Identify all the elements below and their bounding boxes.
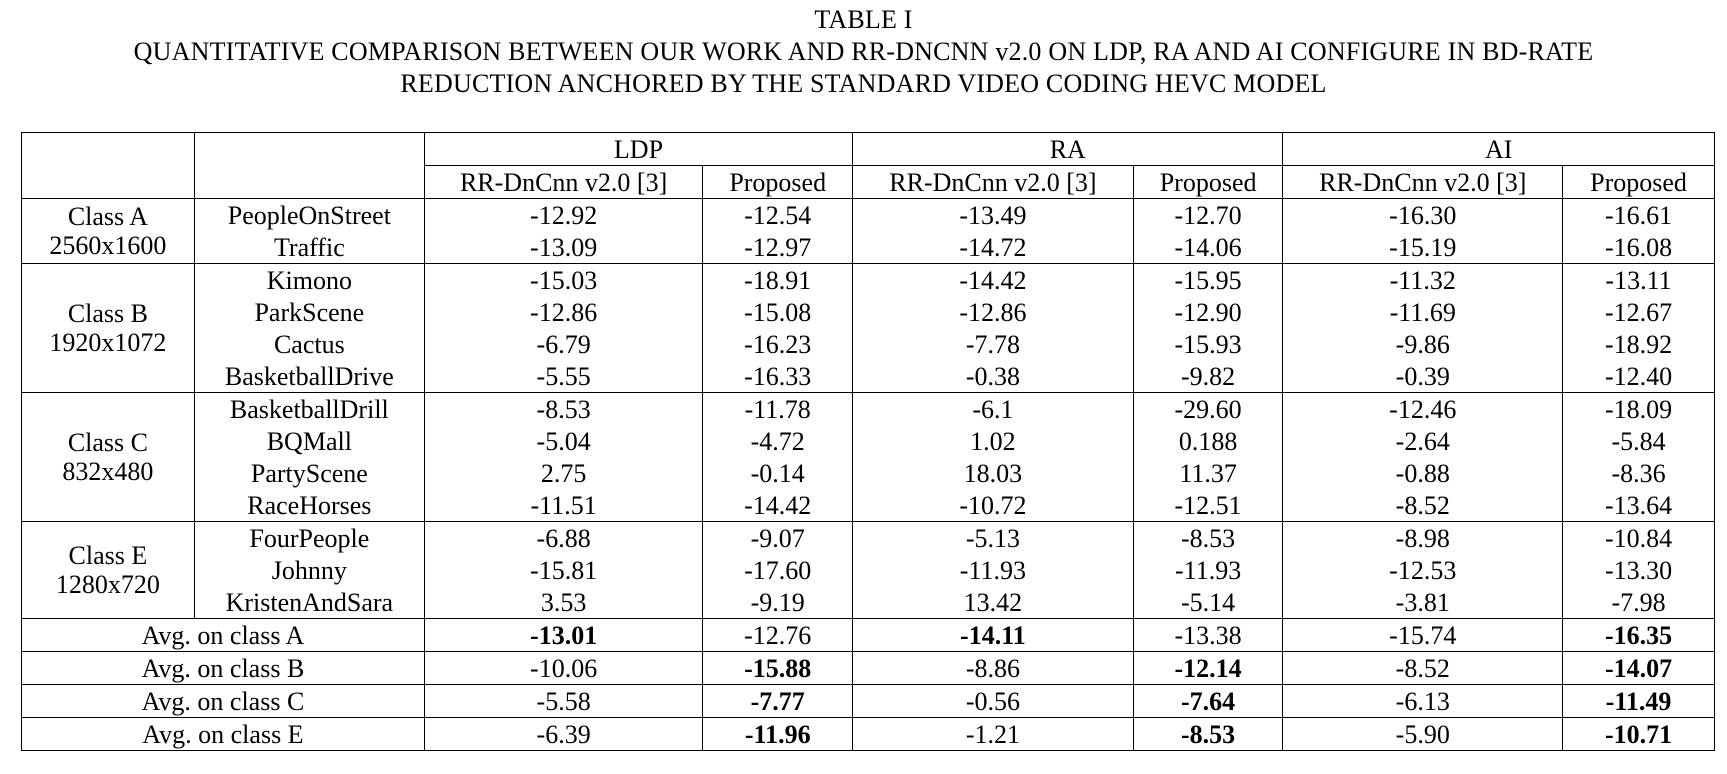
- bd-rate-table: [21, 132, 1715, 751]
- average-ai-baseline: -6.13: [1283, 685, 1563, 718]
- value-ldp-baseline: -8.53: [424, 393, 702, 426]
- class-name: Class E: [68, 541, 148, 570]
- value-ra-proposed: -5.14: [1133, 586, 1283, 619]
- value-ai-baseline: -11.32: [1283, 264, 1563, 297]
- value-ra-baseline: -14.72: [853, 231, 1134, 264]
- class-cell: [22, 522, 195, 619]
- value-ai-proposed: -12.40: [1563, 360, 1715, 393]
- value-ra-baseline: -7.78: [853, 328, 1134, 360]
- value-ldp-proposed: -16.33: [703, 360, 853, 393]
- value-ra-proposed: -29.60: [1133, 393, 1283, 426]
- sequence-name: Cactus: [194, 328, 424, 360]
- average-ldp-baseline: -6.39: [424, 718, 702, 751]
- average-label: Avg. on class B: [22, 652, 425, 685]
- average-ldp-proposed: -11.96: [703, 718, 853, 751]
- average-ldp-baseline: -5.58: [424, 685, 702, 718]
- average-ra-baseline: -14.11: [853, 619, 1134, 652]
- value-ra-baseline: -5.13: [853, 522, 1134, 555]
- value-ai-proposed: -18.09: [1563, 393, 1715, 426]
- value-ai-baseline: -0.39: [1283, 360, 1563, 393]
- value-ra-proposed: -12.70: [1133, 199, 1283, 232]
- value-ai-proposed: -16.08: [1563, 231, 1715, 264]
- header-corner-seq: [194, 133, 424, 166]
- value-ldp-baseline: 2.75: [424, 457, 702, 489]
- value-ai-baseline: -2.64: [1283, 425, 1563, 457]
- table-row: [22, 457, 1715, 489]
- value-ai-proposed: -10.84: [1563, 522, 1715, 555]
- header-group-ra: RA: [853, 133, 1283, 166]
- value-ra-baseline: 1.02: [853, 425, 1134, 457]
- table-row: [22, 296, 1715, 328]
- value-ra-baseline: -10.72: [853, 489, 1134, 522]
- average-label: Avg. on class C: [22, 685, 425, 718]
- table-row: [22, 199, 1715, 232]
- value-ldp-proposed: -4.72: [703, 425, 853, 457]
- header-ai-proposed: Proposed: [1563, 166, 1715, 199]
- average-ai-baseline: -8.52: [1283, 652, 1563, 685]
- class-resolution: 832x480: [62, 457, 154, 486]
- value-ldp-proposed: -14.42: [703, 489, 853, 522]
- value-ai-baseline: -8.52: [1283, 489, 1563, 522]
- value-ai-baseline: -15.19: [1283, 231, 1563, 264]
- class-name: Class A: [67, 202, 148, 231]
- class-name: Class B: [67, 299, 148, 328]
- value-ai-baseline: -8.98: [1283, 522, 1563, 555]
- value-ra-baseline: 18.03: [853, 457, 1134, 489]
- value-ra-proposed: 11.37: [1133, 457, 1283, 489]
- average-row: [22, 619, 1715, 652]
- value-ldp-baseline: -13.09: [424, 231, 702, 264]
- header-row-methods: [22, 166, 1715, 199]
- header-group-ai: AI: [1283, 133, 1715, 166]
- value-ai-baseline: -9.86: [1283, 328, 1563, 360]
- sequence-name: Johnny: [194, 554, 424, 586]
- header-corner-seq-lower: [194, 166, 424, 199]
- value-ai-baseline: -11.69: [1283, 296, 1563, 328]
- class-resolution: 1920x1072: [49, 328, 167, 357]
- average-ra-proposed: -8.53: [1133, 718, 1283, 751]
- caption-line-1: QUANTITATIVE COMPARISON BETWEEN OUR WORK AND RR-DNCNN v2.0 ON LDP, RA AND AI CONFIGURE IN BD-RATE: [133, 37, 1594, 66]
- average-ldp-baseline: -13.01: [424, 619, 702, 652]
- average-ra-proposed: -12.14: [1133, 652, 1283, 685]
- value-ai-baseline: -3.81: [1283, 586, 1563, 619]
- value-ldp-baseline: -15.03: [424, 264, 702, 297]
- value-ldp-baseline: -15.81: [424, 554, 702, 586]
- sequence-name: PeopleOnStreet: [194, 199, 424, 232]
- value-ldp-proposed: -17.60: [703, 554, 853, 586]
- sequence-name: BasketballDrill: [194, 393, 424, 426]
- value-ldp-baseline: -5.04: [424, 425, 702, 457]
- caption-line-2: REDUCTION ANCHORED BY THE STANDARD VIDEO CODING HEVC MODEL: [400, 69, 1327, 98]
- value-ldp-proposed: -0.14: [703, 457, 853, 489]
- table-body: [22, 133, 1715, 751]
- value-ra-proposed: 0.188: [1133, 425, 1283, 457]
- value-ldp-proposed: -11.78: [703, 393, 853, 426]
- header-ldp-baseline: RR-DnCnn v2.0 [3]: [424, 166, 702, 199]
- sequence-name: BQMall: [194, 425, 424, 457]
- value-ldp-baseline: -11.51: [424, 489, 702, 522]
- sequence-name: ParkScene: [194, 296, 424, 328]
- average-ra-proposed: -13.38: [1133, 619, 1283, 652]
- value-ldp-baseline: -6.79: [424, 328, 702, 360]
- value-ra-baseline: 13.42: [853, 586, 1134, 619]
- average-label: Avg. on class A: [22, 619, 425, 652]
- class-resolution: 1280x720: [55, 570, 160, 599]
- table-row: [22, 360, 1715, 393]
- average-ai-baseline: -5.90: [1283, 718, 1563, 751]
- table-row: [22, 393, 1715, 426]
- average-ai-proposed: -10.71: [1563, 718, 1715, 751]
- table-row: [22, 489, 1715, 522]
- average-ra-baseline: -8.86: [853, 652, 1134, 685]
- sequence-name: BasketballDrive: [194, 360, 424, 393]
- value-ra-proposed: -15.95: [1133, 264, 1283, 297]
- table-row: [22, 328, 1715, 360]
- value-ra-baseline: -6.1: [853, 393, 1134, 426]
- value-ra-baseline: -0.38: [853, 360, 1134, 393]
- value-ldp-proposed: -15.08: [703, 296, 853, 328]
- value-ra-baseline: -13.49: [853, 199, 1134, 232]
- value-ra-proposed: -12.90: [1133, 296, 1283, 328]
- sequence-name: FourPeople: [194, 522, 424, 555]
- class-cell: [22, 393, 195, 522]
- value-ra-baseline: -11.93: [853, 554, 1134, 586]
- sequence-name: KristenAndSara: [194, 586, 424, 619]
- value-ai-proposed: -12.67: [1563, 296, 1715, 328]
- average-ra-baseline: -1.21: [853, 718, 1134, 751]
- value-ai-proposed: -7.98: [1563, 586, 1715, 619]
- header-corner-class-lower: [22, 166, 195, 199]
- average-ai-proposed: -14.07: [1563, 652, 1715, 685]
- value-ra-baseline: -14.42: [853, 264, 1134, 297]
- average-ra-baseline: -0.56: [853, 685, 1134, 718]
- value-ldp-baseline: -12.86: [424, 296, 702, 328]
- table-row: [22, 522, 1715, 555]
- value-ra-proposed: -15.93: [1133, 328, 1283, 360]
- average-ldp-proposed: -12.76: [703, 619, 853, 652]
- class-resolution: 2560x1600: [49, 231, 167, 260]
- value-ra-proposed: -11.93: [1133, 554, 1283, 586]
- header-ai-baseline: RR-DnCnn v2.0 [3]: [1283, 166, 1563, 199]
- table-label: TABLE I: [814, 5, 913, 34]
- average-row: [22, 652, 1715, 685]
- average-ai-proposed: -16.35: [1563, 619, 1715, 652]
- header-corner-class: [22, 133, 195, 166]
- value-ai-proposed: -8.36: [1563, 457, 1715, 489]
- value-ai-proposed: -13.30: [1563, 554, 1715, 586]
- value-ra-proposed: -9.82: [1133, 360, 1283, 393]
- value-ldp-proposed: -9.19: [703, 586, 853, 619]
- value-ai-baseline: -0.88: [1283, 457, 1563, 489]
- value-ai-proposed: -13.64: [1563, 489, 1715, 522]
- sequence-name: Kimono: [194, 264, 424, 297]
- average-ra-proposed: -7.64: [1133, 685, 1283, 718]
- value-ldp-proposed: -18.91: [703, 264, 853, 297]
- header-ldp-proposed: Proposed: [703, 166, 853, 199]
- average-ldp-proposed: -15.88: [703, 652, 853, 685]
- value-ldp-baseline: -5.55: [424, 360, 702, 393]
- average-label: Avg. on class E: [22, 718, 425, 751]
- value-ra-proposed: -12.51: [1133, 489, 1283, 522]
- average-row: [22, 718, 1715, 751]
- value-ai-proposed: -13.11: [1563, 264, 1715, 297]
- value-ldp-proposed: -12.97: [703, 231, 853, 264]
- header-group-ldp: LDP: [424, 133, 852, 166]
- header-ra-baseline: RR-DnCnn v2.0 [3]: [853, 166, 1134, 199]
- header-row-groups: [22, 133, 1715, 166]
- table-row: [22, 586, 1715, 619]
- sequence-name: RaceHorses: [194, 489, 424, 522]
- average-ai-baseline: -15.74: [1283, 619, 1563, 652]
- value-ra-proposed: -8.53: [1133, 522, 1283, 555]
- sequence-name: PartyScene: [194, 457, 424, 489]
- sequence-name: Traffic: [194, 231, 424, 264]
- class-cell: [22, 264, 195, 393]
- header-ra-proposed: Proposed: [1133, 166, 1283, 199]
- value-ai-baseline: -12.53: [1283, 554, 1563, 586]
- value-ai-baseline: -12.46: [1283, 393, 1563, 426]
- value-ai-proposed: -5.84: [1563, 425, 1715, 457]
- value-ldp-proposed: -16.23: [703, 328, 853, 360]
- value-ldp-baseline: 3.53: [424, 586, 702, 619]
- table-caption: [0, 4, 1727, 100]
- value-ai-proposed: -16.61: [1563, 199, 1715, 232]
- average-row: [22, 685, 1715, 718]
- value-ai-proposed: -18.92: [1563, 328, 1715, 360]
- value-ldp-proposed: -9.07: [703, 522, 853, 555]
- value-ldp-proposed: -12.54: [703, 199, 853, 232]
- value-ra-baseline: -12.86: [853, 296, 1134, 328]
- average-ldp-proposed: -7.77: [703, 685, 853, 718]
- class-name: Class C: [67, 428, 148, 457]
- table-row: [22, 231, 1715, 264]
- average-ai-proposed: -11.49: [1563, 685, 1715, 718]
- value-ai-baseline: -16.30: [1283, 199, 1563, 232]
- value-ldp-baseline: -6.88: [424, 522, 702, 555]
- value-ldp-baseline: -12.92: [424, 199, 702, 232]
- table-row: [22, 554, 1715, 586]
- table-row: [22, 425, 1715, 457]
- table-row: [22, 264, 1715, 297]
- average-ldp-baseline: -10.06: [424, 652, 702, 685]
- class-cell: [22, 199, 195, 264]
- value-ra-proposed: -14.06: [1133, 231, 1283, 264]
